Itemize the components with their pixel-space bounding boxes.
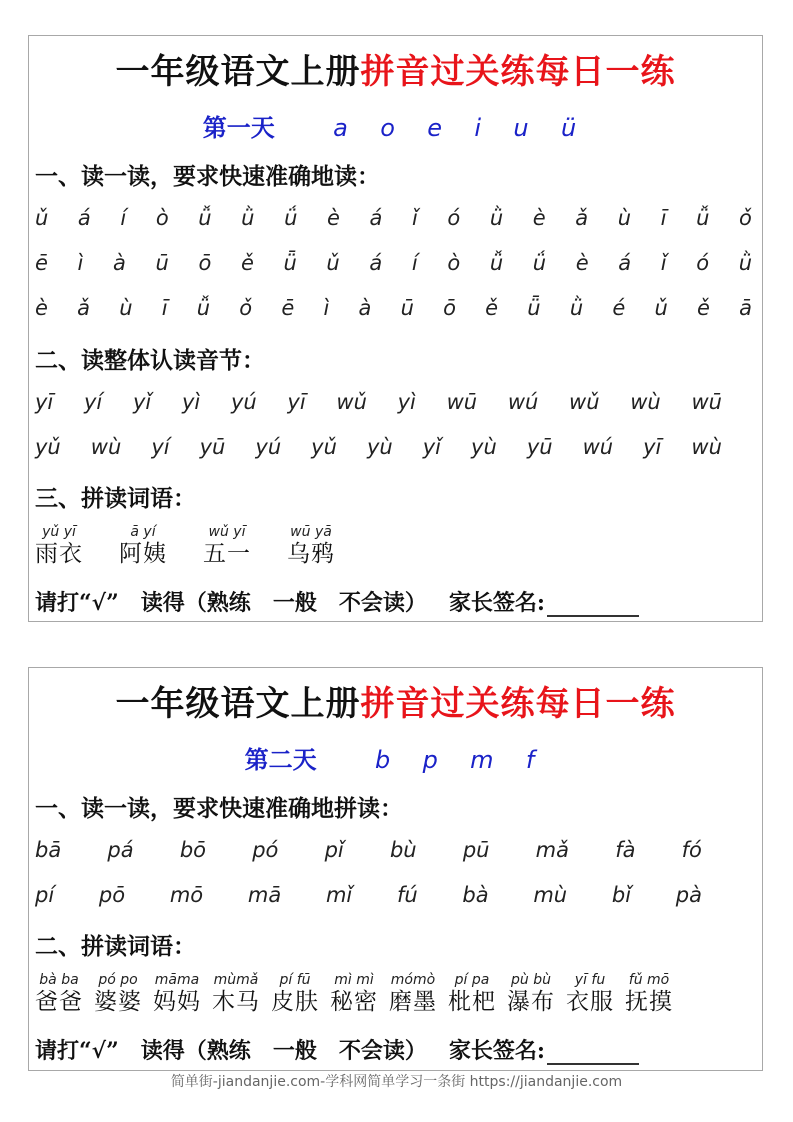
day-letter: f (525, 746, 535, 774)
pinyin-item: ǎ (77, 296, 90, 320)
worksheet-title (29, 44, 762, 93)
pinyin-item: pà (675, 883, 702, 907)
pinyin-item: pá (107, 838, 134, 862)
check-prompt: 请打“√” (35, 1038, 119, 1064)
word-hanzi: 妈妈 (153, 989, 201, 1015)
word-hanzi: 衣服 (566, 989, 614, 1015)
word-item (94, 972, 142, 1016)
pinyin-item: á (77, 206, 91, 230)
word-hanzi: 抚摸 (625, 989, 673, 1015)
day-label: 第二天 (244, 745, 317, 774)
pinyin-item: ě (240, 251, 254, 275)
title-black-part: 一年级语文上册 (115, 684, 361, 724)
word-hanzi: 婆婆 (94, 989, 142, 1015)
tone-row (35, 251, 752, 275)
pinyin-item: yù (366, 435, 393, 459)
word-item (203, 524, 251, 568)
word-item (119, 524, 167, 568)
pinyin-item: wú (582, 435, 614, 459)
pinyin-item: mǐ (325, 883, 353, 907)
word-pinyin: pí fū (279, 972, 311, 988)
pinyin-item: ǚ (198, 206, 212, 230)
day-label: 第一天 (202, 113, 275, 142)
day-letter: u (513, 114, 529, 142)
day-letter: m (470, 746, 494, 774)
word-hanzi: 瀑布 (507, 989, 555, 1015)
pinyin-item: ū (155, 251, 169, 275)
worksheet-day-2 (28, 667, 763, 1071)
word-pinyin: pù bù (511, 972, 551, 988)
pinyin-item: ó (696, 251, 710, 275)
pinyin-item: è (326, 206, 340, 230)
pinyin-item: yì (397, 390, 416, 414)
pinyin-item: ǖ (283, 251, 297, 275)
pinyin-item: fà (615, 838, 636, 862)
pinyin-item: ǜ (569, 296, 584, 320)
pinyin-item: wū (446, 390, 478, 414)
option-average[interactable]: 一般 (272, 1038, 317, 1064)
word-item (35, 972, 83, 1016)
word-hanzi: 磨墨 (389, 989, 437, 1015)
pinyin-item: ò (155, 206, 169, 230)
pinyin-item: bō (179, 838, 206, 862)
pinyin-item: pí (35, 883, 55, 907)
read-label: 读得（ (140, 1038, 207, 1064)
pinyin-item: ī (161, 296, 168, 320)
watermark-footer: 简单街-jiandanjie.com-学科网简单学习一条街 https://jiandanjie.com (170, 1074, 623, 1090)
pinyin-item: ǚ (196, 296, 211, 320)
pinyin-item: wǔ (569, 390, 600, 414)
pinyin-item: í (411, 251, 418, 275)
syllable-row (35, 838, 702, 862)
option-cannot-read[interactable]: 不会读） (338, 1038, 427, 1064)
pinyin-item: ā (739, 296, 752, 320)
word-hanzi: 木马 (212, 989, 260, 1015)
section-heading-read: 一、读一读，要求快速准确地读： (35, 163, 380, 190)
signature-label: 家长签名: (448, 590, 545, 616)
pinyin-item: yì (181, 390, 201, 414)
word-hanzi: 五一 (203, 541, 251, 567)
pinyin-item: á (618, 251, 632, 275)
word-hanzi: 爸爸 (35, 989, 83, 1015)
parent-check-line (35, 1034, 742, 1065)
pinyin-item: ǜ (489, 206, 504, 230)
pinyin-item: mā (247, 883, 282, 907)
pinyin-item: bǐ (611, 883, 632, 907)
word-hanzi: 雨衣 (35, 541, 83, 567)
section-heading-read: 一、读一读，要求快速准确地拼读： (35, 795, 403, 822)
pinyin-item: yú (255, 435, 282, 459)
word-hanzi: 阿姨 (119, 541, 167, 567)
word-pinyin: pí pa (454, 972, 490, 988)
pinyin-item: á (369, 251, 383, 275)
pinyin-item: ō (198, 251, 212, 275)
signature-field[interactable] (547, 595, 639, 617)
pinyin-item: á (369, 206, 383, 230)
word-hanzi: 枇杷 (448, 989, 496, 1015)
read-label: 读得（ (140, 590, 207, 616)
worksheet-title (29, 676, 762, 725)
pinyin-item: ǘ (284, 206, 298, 230)
signature-field[interactable] (547, 1043, 639, 1065)
syllable-row (35, 435, 722, 459)
day-letter: a (333, 114, 348, 142)
word-item (448, 972, 496, 1016)
word-item (330, 972, 378, 1016)
syllable-row (35, 390, 722, 414)
pinyin-item: ì (77, 251, 84, 275)
word-item (566, 972, 614, 1016)
pinyin-item: pó (252, 838, 279, 862)
pinyin-item: ǎ (575, 206, 589, 230)
word-hanzi: 秘密 (330, 989, 378, 1015)
pinyin-item: yú (230, 390, 257, 414)
title-red-part: 拼音过关练每日一练 (360, 52, 676, 92)
pinyin-item: mō (169, 883, 204, 907)
pinyin-item: ù (119, 296, 133, 320)
word-item (153, 972, 201, 1016)
worksheet-day-1 (28, 35, 763, 622)
pinyin-item: ǚ (696, 206, 710, 230)
pinyin-item: mù (533, 883, 568, 907)
pinyin-item: ò (447, 251, 461, 275)
word-hanzi: 皮肤 (271, 989, 319, 1015)
day-letter: p (422, 746, 438, 774)
pinyin-item: ó (447, 206, 461, 230)
parent-check-line (35, 586, 742, 617)
word-pinyin: wū yā (290, 524, 332, 540)
option-fluent[interactable]: 熟练 (206, 590, 251, 616)
pinyin-item: fú (396, 883, 418, 907)
pinyin-item: é (612, 296, 626, 320)
word-item (625, 972, 673, 1016)
day-letter: ü (561, 114, 577, 142)
word-item (287, 524, 335, 568)
day-heading (29, 108, 762, 143)
pinyin-item: yǔ (35, 435, 61, 459)
pinyin-item: ǖ (527, 296, 541, 320)
word-pinyin: mì mì (334, 972, 374, 988)
word-pinyin: yǔ yī (42, 524, 76, 540)
pinyin-item: yù (471, 435, 497, 459)
word-pinyin: pó po (98, 972, 138, 988)
pinyin-item: ǒ (739, 206, 752, 230)
pinyin-item: ǜ (241, 206, 255, 230)
pinyin-item: ǐ (411, 206, 418, 230)
pinyin-item: ǔ (654, 296, 668, 320)
pinyin-item: pǐ (324, 838, 344, 862)
word-pinyin: ā yí (130, 524, 156, 540)
day-letter: e (427, 114, 443, 142)
syllable-row (35, 883, 702, 907)
pinyin-item: ǜ (738, 251, 752, 275)
pinyin-item: ǘ (532, 251, 547, 275)
word-item (35, 524, 83, 568)
option-fluent[interactable]: 熟练 (206, 1038, 251, 1064)
word-pinyin: wǔ yī (208, 524, 246, 540)
pinyin-item: ǐ (660, 251, 667, 275)
pinyin-item: ě (696, 296, 710, 320)
title-red-part: 拼音过关练每日一练 (360, 684, 676, 724)
day-letter: b (374, 746, 391, 774)
pinyin-item: yī (643, 435, 662, 459)
pinyin-item: ē (281, 296, 295, 320)
tone-row (35, 206, 752, 230)
pinyin-item: à (113, 251, 126, 275)
day-heading (29, 740, 762, 775)
word-pinyin: mùmǎ (213, 972, 259, 988)
pinyin-item: bā (35, 838, 62, 862)
pinyin-item: yǐ (422, 435, 441, 459)
pinyin-item: wǔ (336, 390, 367, 414)
word-item (212, 972, 260, 1016)
pinyin-item: ì (323, 296, 330, 320)
word-item (507, 972, 555, 1016)
pinyin-item: ī (660, 206, 667, 230)
pinyin-item: à (358, 296, 372, 320)
word-item (271, 972, 319, 1016)
pinyin-item: fó (681, 838, 702, 862)
pinyin-item: yū (526, 435, 553, 459)
pinyin-item: bù (389, 838, 417, 862)
pinyin-item: yī (35, 390, 54, 414)
signature-label: 家长签名: (448, 1038, 545, 1064)
section-heading-words: 二、拼读词语： (35, 933, 196, 960)
pinyin-item: ǒ (239, 296, 253, 320)
pinyin-item: í (120, 206, 127, 230)
day-letter: o (380, 114, 395, 142)
pinyin-item: yī (287, 390, 306, 414)
word-pinyin: bà ba (39, 972, 79, 988)
pinyin-item: yǔ (311, 435, 337, 459)
word-list (35, 972, 673, 1016)
word-list (35, 524, 335, 568)
word-hanzi: 乌鸦 (287, 541, 335, 567)
pinyin-item: yū (199, 435, 226, 459)
pinyin-item: wù (630, 390, 661, 414)
word-pinyin: yī fu (574, 972, 606, 988)
pinyin-item: wū (691, 390, 722, 414)
pinyin-item: yí (151, 435, 170, 459)
day-letter: i (474, 114, 482, 142)
word-item (389, 972, 437, 1016)
section-heading-syllables: 二、读整体认读音节： (35, 347, 265, 374)
option-average[interactable]: 一般 (272, 590, 317, 616)
title-black-part: 一年级语文上册 (115, 52, 361, 92)
section-heading-words: 三、拼读词语： (35, 485, 196, 512)
word-pinyin: fǔ mō (628, 972, 670, 988)
pinyin-item: pū (462, 838, 490, 862)
pinyin-item: ǚ (489, 251, 504, 275)
pinyin-item: è (532, 206, 546, 230)
pinyin-item: yí (83, 390, 103, 414)
pinyin-item: è (575, 251, 589, 275)
option-cannot-read[interactable]: 不会读） (338, 590, 427, 616)
pinyin-item: ē (35, 251, 48, 275)
pinyin-item: pō (98, 883, 126, 907)
pinyin-item: mǎ (535, 838, 569, 862)
tone-row (35, 296, 752, 320)
word-pinyin: māma (154, 972, 200, 988)
pinyin-item: ō (443, 296, 456, 320)
word-pinyin: mómò (390, 972, 436, 988)
pinyin-item: bà (462, 883, 489, 907)
pinyin-item: yǐ (132, 390, 152, 414)
pinyin-item: ě (485, 296, 499, 320)
pinyin-item: ǔ (35, 206, 49, 230)
pinyin-item: wù (691, 435, 722, 459)
check-prompt: 请打“√” (35, 590, 119, 616)
pinyin-item: ù (617, 206, 632, 230)
pinyin-item: wù (90, 435, 122, 459)
pinyin-item: wú (507, 390, 539, 414)
pinyin-item: è (35, 296, 48, 320)
pinyin-item: ǔ (326, 251, 340, 275)
pinyin-item: ū (400, 296, 414, 320)
